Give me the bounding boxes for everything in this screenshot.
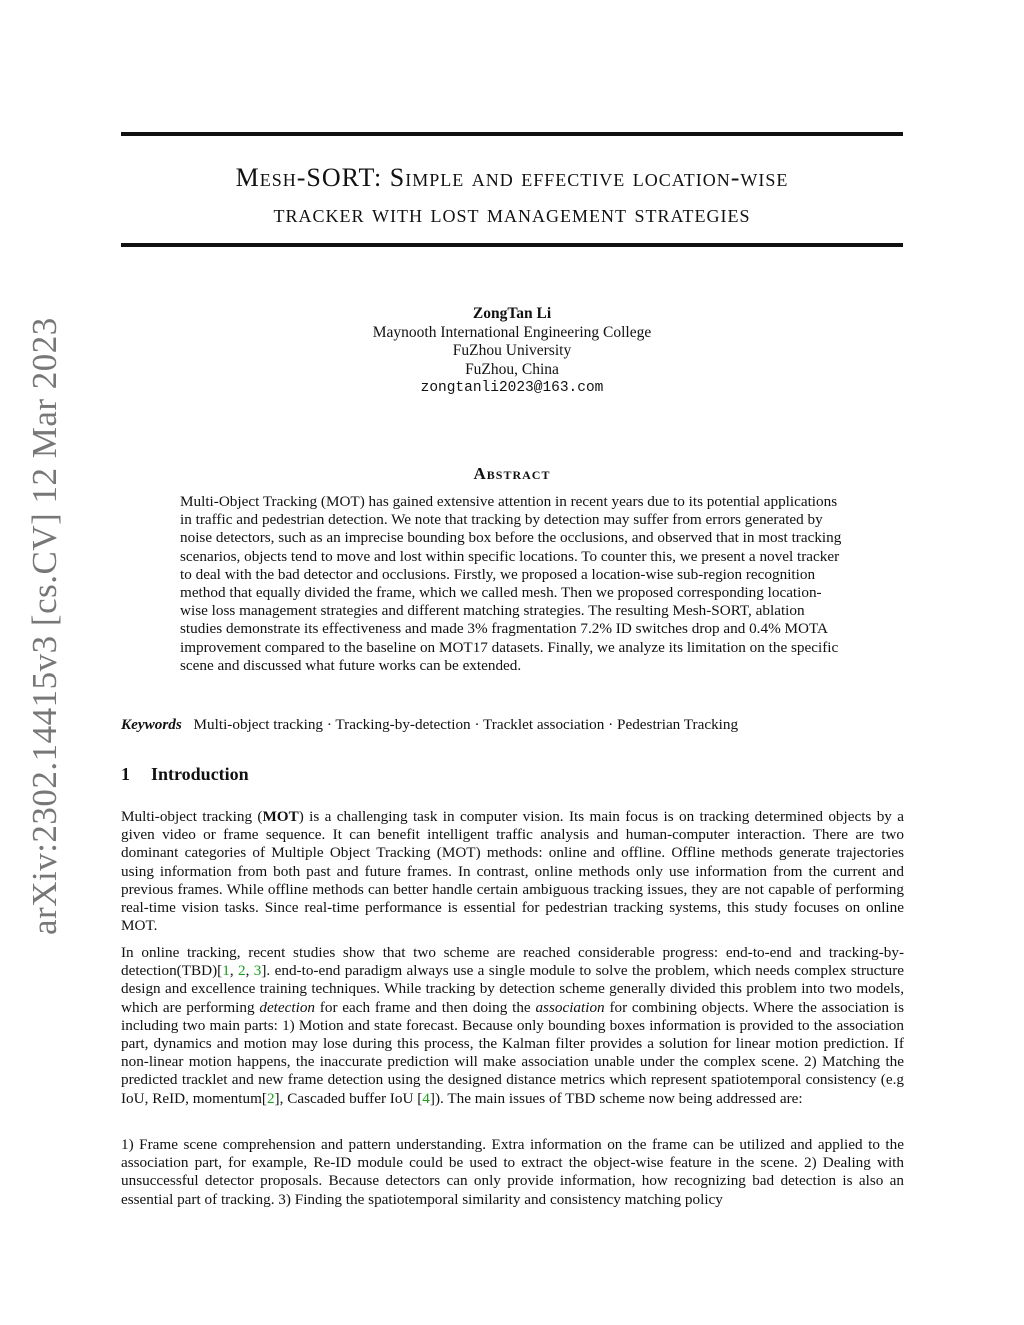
author-email[interactable]: zongtanli2023@163.com — [420, 380, 604, 396]
author-affiliation-3: FuZhou, China — [465, 360, 559, 378]
intro-paragraph-3: 1) Frame scene comprehension and pattern understanding. Extra information on the frame can be utilized and applied to the association part, for example, Re-ID module could be used to extract the object-wise feature in the scene. 2) Dealing with unsuccessful detector proposals. Because detectors can only provide information, how recognizing bad detection is also an essential part of tracking. 3) Finding the spatiotemporal similarity and consistency matching policy — [121, 1136, 904, 1208]
citation-link[interactable]: 3 — [253, 962, 262, 980]
detection-term: detection — [259, 998, 316, 1016]
citation-separator: , — [229, 962, 238, 980]
section-title: Introduction — [151, 764, 249, 784]
keywords-label: Keywords — [121, 716, 182, 733]
section-number: 1 — [121, 764, 130, 784]
intro-paragraph-1 — [121, 808, 904, 935]
intro-paragraph-2 — [121, 944, 904, 1108]
title-line-2: tracker with lost management strategies — [273, 199, 751, 228]
association-term: association — [535, 998, 605, 1016]
citation-link[interactable]: 2 — [266, 1089, 275, 1107]
keywords-line — [121, 716, 903, 734]
author-name: ZongTan Li — [472, 305, 552, 322]
title-line-1: Mesh-SORT: Simple and effective location-wise — [235, 163, 789, 192]
para2-text: for combining objects. Where the association is including two main parts: 1) Motion and state forecast. Because only bounding boxes information is provided to the association part, dynamics and motion may lose during this process, the Kalman filter provides a solution for linear motion prediction. If non-linear motion happens, the inaccurate prediction will make association unable under the complex scene. 2) Matching the predicted tracklet and new frame detection using the designed distance metrics which represent spatiotemporal consistency (e.g IoU, ReID, momentum[ — [121, 998, 904, 1107]
mot-term: MOT — [262, 808, 299, 825]
citation-link[interactable]: 1 — [222, 962, 230, 980]
abstract-text: Multi-Object Tracking (MOT) has gained extensive attention in recent years due to its potential applications in traffic and pedestrian detection. We note that tracking by detection may suffer from errors generated by noise detectors, such as an imprecise bounding box before the occlusions, and observed that in most tracking scenarios, objects tend to move and lost within specific locations. To counter this, we present a novel tracker to deal with the bad detector and occlusions. Firstly, we proposed a location-wise sub-region recognition method that equally divided the frame, which we called mesh. Then we proposed corresponding location-wise loss management strategies and different matching strategies. The resulting Mesh-SORT, ablation studies demonstrate its effectiveness and made 3% fragmentation 7.2% ID switches drop and 0.4% MOTA improvement compared to the baseline on MOT17 datasets. Finally, we analyze its limitation on the specific scene and discussed what future works can be extended. — [180, 493, 842, 674]
section-heading-introduction — [121, 764, 249, 785]
title-top-rule — [121, 132, 903, 136]
author-affiliation-2: FuZhou University — [452, 342, 572, 359]
paper-title — [121, 160, 903, 232]
para1-text: Multi-object tracking ( — [121, 808, 263, 825]
citation-link[interactable]: 4 — [422, 1089, 430, 1107]
para2-text: ], Cascaded buffer IoU [ — [274, 1089, 423, 1107]
arxiv-stamp: arXiv:2302.14415v3 [cs.CV] 12 Mar 2023 — [25, 317, 64, 935]
author-affiliation-1: Maynooth International Engineering College — [372, 323, 652, 341]
para2-text: In online tracking, recent studies show that two scheme are reached considerable progress: end-to-end and tracking-by-detection(TBD)[ — [121, 944, 904, 980]
para1-text-cont: ) is a challenging task in computer vision. Its main focus is on tracking determined objects by a given video or frame sequence. It can benefit intelligent traffic analysis and human-computer interaction. There are two dominant categories of Multiple Object Tracking (MOT) methods: online and offline. Offline methods generate trajectories using information from both past and future frames. In contrast, online methods only use information from the current and previous frames. While offline methods can better handle certain ambiguous tracking issues, they are not capable of performing real-time vision tasks. Since real-time performance is essential for pedestrian tracking systems, this study focuses on online MOT. — [121, 808, 904, 935]
para2-text: ]). The main issues of TBD scheme now being addressed are: — [429, 1089, 803, 1107]
author-block — [121, 305, 903, 398]
para2-text: ]. end-to-end paradigm always use a single module to solve the problem, which needs complex structure design and excellence training techniques. While tracking by detection scheme generally divided this problem into two models, which are performing — [121, 962, 905, 1016]
keywords-text: Multi-object tracking · Tracking-by-detection · Tracklet association · Pedestrian Tracking — [193, 716, 739, 733]
para2-text: for each frame and then doing the — [315, 998, 536, 1016]
citation-link[interactable]: 2 — [238, 962, 246, 980]
abstract-heading: Abstract — [473, 464, 551, 483]
citation-separator: , — [245, 962, 254, 980]
title-bottom-rule — [121, 243, 903, 247]
